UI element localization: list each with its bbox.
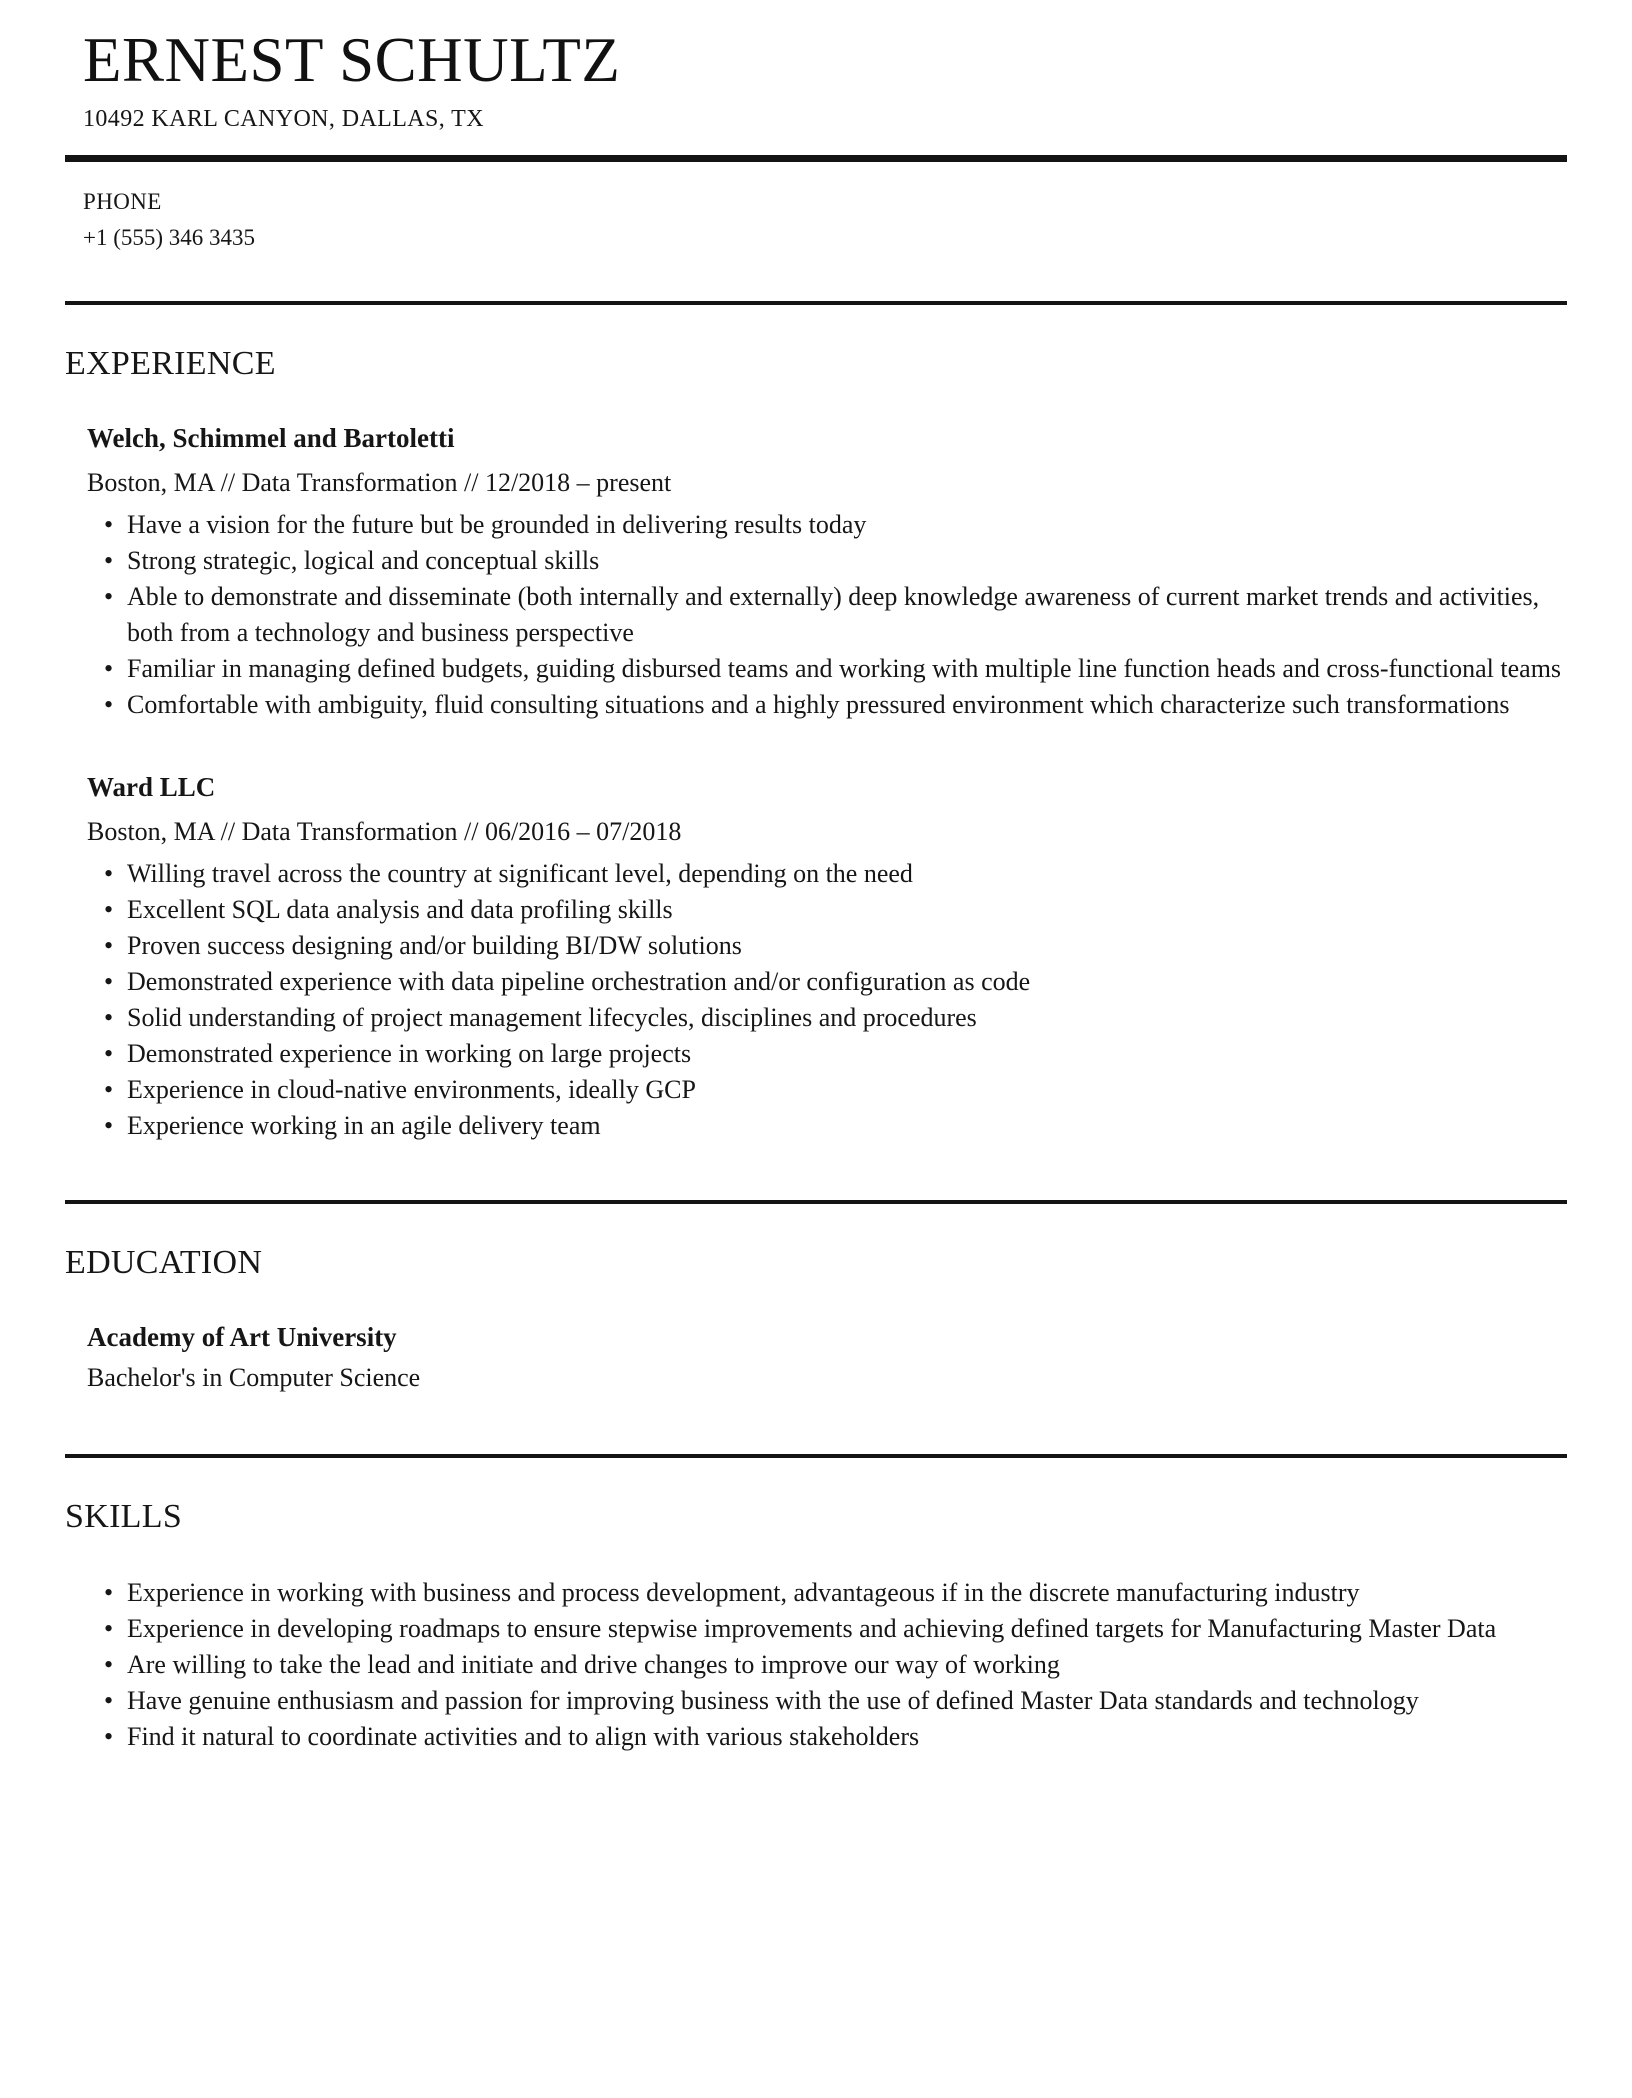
bullet-item: • Excellent SQL data analysis and data profiling skills (127, 892, 1567, 928)
bullet-item: • Experience working in an agile delivery team (127, 1108, 1567, 1144)
bullet-item: • Have genuine enthusiasm and passion for improving business with the use of defined Master Data standards and technology (127, 1683, 1567, 1719)
education-degree: Bachelor's in Computer Science (87, 1363, 421, 1392)
bullet-item: • Proven success designing and/or building BI/DW solutions (127, 928, 1567, 964)
education-school: Academy of Art University (87, 1322, 397, 1352)
phone-label: PHONE (83, 189, 162, 214)
bullet-item: • Comfortable with ambiguity, fluid consulting situations and a highly pressured environment which characterize such transformations (127, 687, 1567, 723)
person-name: ERNEST SCHULTZ (83, 25, 621, 95)
bullet-item: • Have a vision for the future but be grounded in delivering results today (127, 507, 1567, 543)
job-company: Welch, Schimmel and Bartoletti (87, 423, 455, 453)
skills-bullet-list (65, 1575, 1567, 1755)
job-bullet-list (87, 507, 1567, 723)
bullet-item: • Willing travel across the country at significant level, depending on the need (127, 856, 1567, 892)
section-divider (65, 1200, 1567, 1204)
bullet-item: • Demonstrated experience with data pipeline orchestration and/or configuration as code (127, 964, 1567, 1000)
education-heading: EDUCATION (65, 1244, 263, 1281)
job-entry (87, 774, 1567, 1144)
bullet-item: • Able to demonstrate and disseminate (both internally and externally) deep knowledge awareness of current market trends and activities, both from a technology and business perspective (127, 579, 1567, 651)
section-divider (65, 1454, 1567, 1458)
experience-section (65, 347, 1567, 1144)
experience-heading: EXPERIENCE (65, 345, 276, 382)
bullet-item: • Are willing to take the lead and initiate and drive changes to improve our way of working (127, 1647, 1567, 1683)
bullet-item: • Experience in working with business and process development, advantageous if in the discrete manufacturing industry (127, 1575, 1567, 1611)
bullet-item: • Find it natural to coordinate activities and to align with various stakeholders (127, 1719, 1567, 1755)
bullet-item: • Solid understanding of project management lifecycles, disciplines and procedures (127, 1000, 1567, 1036)
skills-section (65, 1500, 1567, 1755)
bullet-item: • Demonstrated experience in working on large projects (127, 1036, 1567, 1072)
job-entry (87, 425, 1567, 723)
education-entry (87, 1324, 1567, 1391)
job-company: Ward LLC (87, 772, 216, 802)
header-divider (65, 155, 1567, 162)
job-meta: Boston, MA // Data Transformation // 12/2018 – present (87, 468, 672, 497)
bullet-item: • Experience in developing roadmaps to ensure stepwise improvements and achieving defined targets for Manufacturing Master Data (127, 1611, 1567, 1647)
skills-heading: SKILLS (65, 1498, 183, 1535)
person-address: 10492 KARL CANYON, DALLAS, TX (83, 106, 484, 132)
bullet-item: • Experience in cloud-native environments, ideally GCP (127, 1072, 1567, 1108)
section-divider (65, 301, 1567, 305)
phone-value: +1 (555) 346 3435 (83, 225, 256, 250)
bullet-item: • Familiar in managing defined budgets, guiding disbursed teams and working with multiple line function heads and cross-functional teams (127, 651, 1567, 687)
job-meta: Boston, MA // Data Transformation // 06/2016 – 07/2018 (87, 817, 682, 846)
bullet-item: • Strong strategic, logical and conceptual skills (127, 543, 1567, 579)
job-bullet-list (87, 856, 1567, 1144)
education-section (65, 1246, 1567, 1391)
